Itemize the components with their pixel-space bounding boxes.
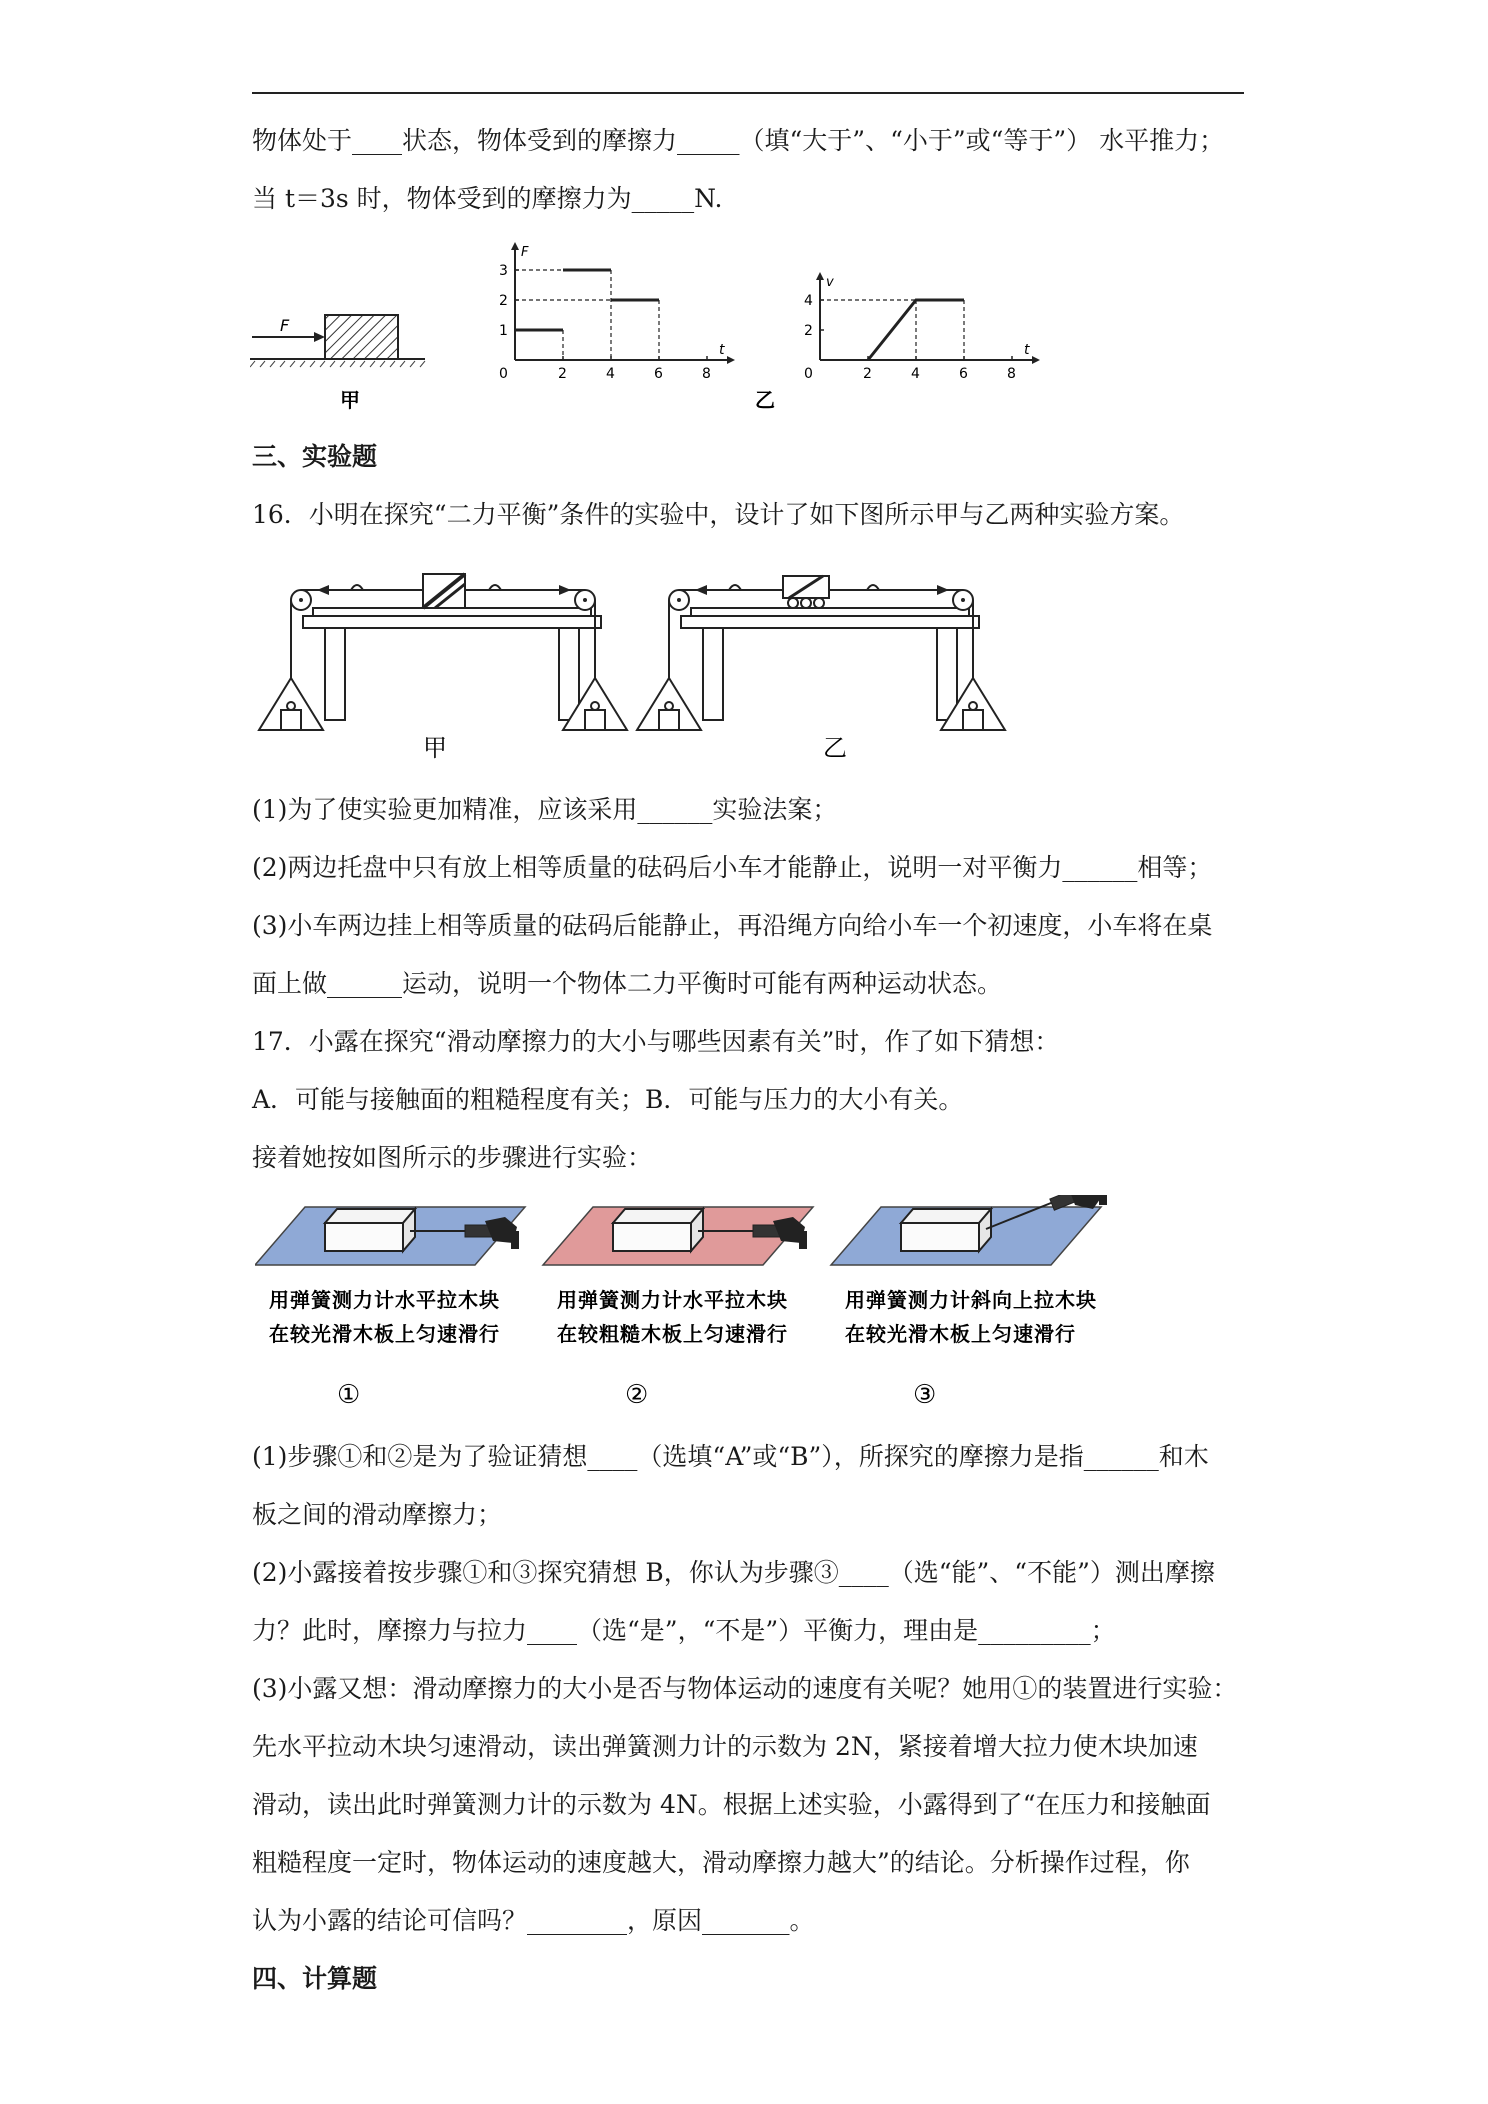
question-text: 物体处于____状态，物体受到的摩擦力_____（填“大于”、“小于”或“等于”） 水平推力； [252,126,1225,155]
question-17-3: 粗糙程度一定时，物体运动的速度越大，滑动摩擦力越大”的结论。分析操作过程，你 [252,1848,1190,1877]
section-heading: 四、计算题 [252,1964,378,1993]
block-diagram [250,315,425,367]
question-16-3: 面上做______运动，说明一个物体二力平衡时可能有两种运动状态。 [252,969,1003,998]
panel-caption-line2: 在较光滑木板上匀速滑行 [845,1322,1076,1346]
block-front [325,1223,403,1251]
v-t-chart [804,272,1040,382]
question-17-steps: 接着她按如图所示的步骤进行实验： [252,1143,653,1172]
question-17-3: 先水平拉动木块匀速滑动，读出弹簧测力计的示数为 2N，紧接着增大拉力使木块加速 [252,1732,1198,1761]
y-axis-label: F [521,245,529,260]
block-front [901,1223,979,1251]
question-17-3: 滑动，读出此时弹簧测力计的示数为 4N。根据上述实验，小露得到了“在压力和接触面 [252,1790,1211,1819]
y-tick-label: 1 [499,323,508,339]
x-tick-label: 8 [702,366,711,382]
y-tick-label: 2 [499,293,508,309]
y-tick-label: 2 [804,323,813,339]
panel-caption-line1: 用弹簧测力计水平拉木块 [269,1288,500,1312]
x-tick-label: 6 [959,366,968,382]
caption-jia: 甲 [423,734,447,760]
caption-jia: 甲 [340,388,361,412]
friction-experiment-figure [255,1195,1135,1425]
x-tick-label: 2 [558,366,567,382]
panel-caption-line1: 用弹簧测力计斜向上拉木块 [845,1288,1097,1312]
panel-number: ③ [913,1380,937,1410]
question-17-1: 板之间的滑动摩擦力； [252,1500,503,1529]
x-tick-label: 8 [1007,366,1016,382]
y-tick-label: 3 [499,263,508,279]
friction-panel [831,1195,1107,1410]
question-16-1: (1)为了使实验更加精准，应该采用______实验法案； [252,795,838,824]
x-tick-label: 0 [804,366,813,382]
y-tick-label: 4 [804,293,813,309]
force-label: F [280,316,290,335]
question-16-2: (2)两边托盘中只有放上相等质量的砝码后小车才能静止，说明一对平衡力______相等； [252,853,1213,882]
header-rule [252,92,1244,94]
question-17-2: (2)小露接着按步骤①和③探究猜想 B，你认为步骤③____（选“能”、“不能”）测出摩擦 [252,1558,1215,1587]
force-motion-figure [250,235,1050,415]
section-heading: 三、实验题 [252,442,378,471]
panel-number: ① [337,1380,361,1410]
question-text: 当 t＝3s 时，物体受到的摩擦力为_____N. [252,184,723,213]
question-16: 16．小明在探究“二力平衡”条件的实验中，设计了如下图所示甲与乙两种实验方案。 [252,500,1185,529]
x-tick-label: 0 [499,366,508,382]
x-axis-label: t [1024,342,1030,358]
question-17-3: 认为小露的结论可信吗？________，原因_______。 [252,1906,815,1935]
sleeve [799,1231,807,1249]
panel-caption-line2: 在较光滑木板上匀速滑行 [269,1322,500,1346]
question-17-2: 力？此时，摩擦力与拉力____（选“是”，“不是”）平衡力，理由是_________； [252,1616,1116,1645]
sleeve [511,1231,519,1249]
question-16-3: (3)小车两边挂上相等质量的砝码后能静止，再沿绳方向给小车一个初速度，小车将在桌 [252,911,1213,940]
panel-caption-line1: 用弹簧测力计水平拉木块 [557,1288,788,1312]
block-top [901,1209,991,1223]
x-axis-arrow [1032,356,1040,364]
block-front [613,1223,691,1251]
x-tick-label: 4 [911,366,920,382]
friction-panel [255,1207,525,1410]
caption-yi: 乙 [755,388,776,412]
f-t-chart [499,242,735,382]
sleeve [1099,1195,1107,1205]
panel-caption-line2: 在较粗糙木板上匀速滑行 [557,1322,788,1346]
x-axis-label: t [719,342,725,358]
question-17-1: (1)步骤①和②是为了验证猜想____（选填“A”或“B”），所探究的摩擦力是指______和木 [252,1442,1209,1471]
x-axis-arrow [727,356,735,364]
apparatus-jia [259,574,627,730]
question-17-3: (3)小露又想：滑动摩擦力的大小是否与物体运动的速度有关呢？她用①的装置进行实验： [252,1674,1238,1703]
question-17-hypotheses: A．可能与接触面的粗糙程度有关；B．可能与压力的大小有关。 [252,1085,964,1114]
x-tick-label: 2 [863,366,872,382]
panel-number: ② [625,1380,649,1410]
caption-yi: 乙 [823,734,847,760]
y-axis-label: v [826,275,834,290]
apparatus-yi [637,576,1005,730]
friction-panel [543,1207,813,1410]
question-17: 17．小露在探究“滑动摩擦力的大小与哪些因素有关”时，作了如下猜想： [252,1027,1060,1056]
block-top [613,1209,703,1223]
x-tick-label: 6 [654,366,663,382]
block-top [325,1209,415,1223]
y-axis-arrow [511,242,519,250]
balance-apparatus-figure [255,560,1015,760]
x-tick-label: 4 [606,366,615,382]
y-axis-arrow [816,272,824,280]
